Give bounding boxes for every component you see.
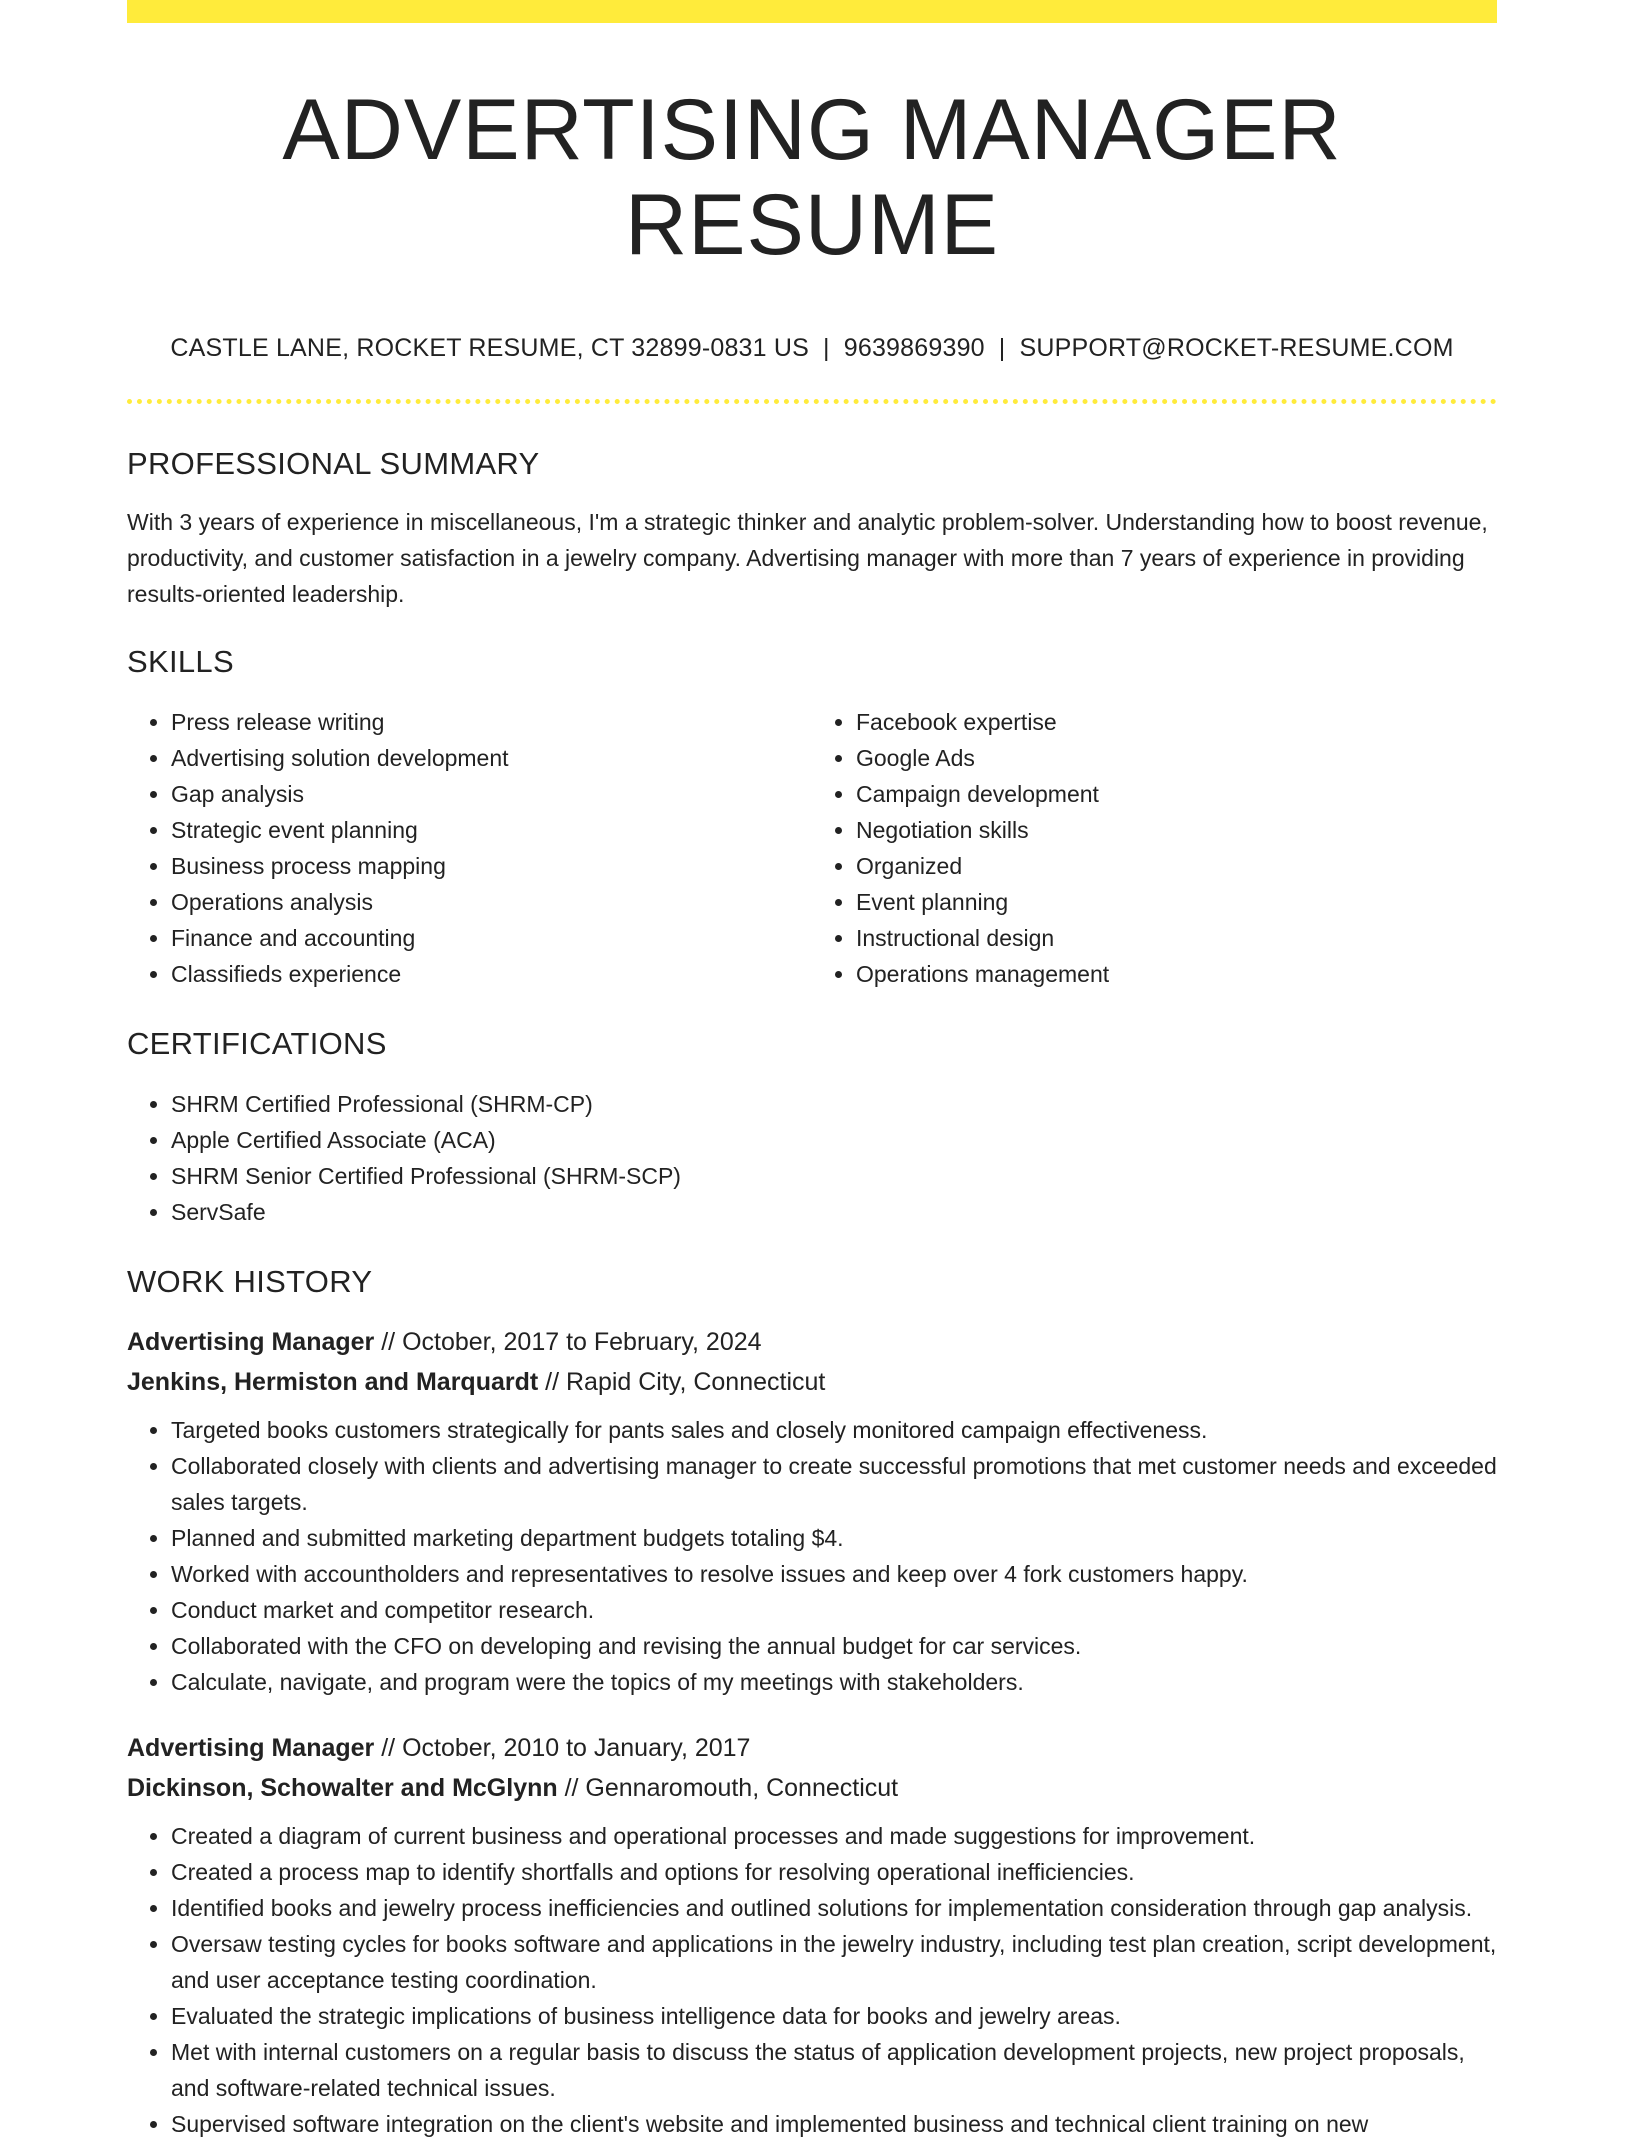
skill-item: • Gap analysis [171,776,812,812]
skill-item: • Organized [856,848,1497,884]
resume-page [127,0,1497,2142]
skills-list-right [812,704,1497,992]
skill-item: • Strategic event planning [171,812,812,848]
job-location: // Rapid City, Connecticut [538,1368,826,1397]
job-location: // Gennaromouth, Connecticut [557,1774,899,1803]
top-accent-bar [127,0,1497,23]
job-bullet: • Created a diagram of current business and operational processes and made suggestions for improvement. [171,1818,1497,1854]
job-bullet: • Identified books and jewelry process inefficiencies and outlined solutions for implementation consideration through gap analysis. [171,1890,1497,1926]
job-bullets [127,1412,1497,1700]
work-history-heading: WORK HISTORY [127,1264,373,1300]
job-bullet: • Collaborated with the CFO on developing and revising the annual budget for car services. [171,1628,1497,1664]
job-dates: // October, 2017 to February, 2024 [374,1328,762,1357]
job-bullet: • Collaborated closely with clients and advertising manager to create successful promotions that met customer needs and exceeded sales targets. [171,1448,1497,1520]
contact-separator: | [998,334,1006,363]
job-company-line [127,1362,1497,1402]
skills-grid [127,704,1497,992]
job-bullet: • Supervised software integration on the client's website and implemented business and technical client training on new [171,2106,1497,2142]
job-bullet: • Met with internal customers on a regular basis to discuss the status of application development projects, new project proposals, and software-related technical issues. [171,2034,1497,2106]
job-bullet: • Conduct market and competitor research. [171,1592,1497,1628]
skills-heading: SKILLS [127,644,234,680]
skills-list-left [127,704,812,992]
certifications-heading: CERTIFICATIONS [127,1026,387,1062]
contact-separator: | [823,334,830,363]
summary-text: With 3 years of experience in miscellaneous, I'm a strategic thinker and analytic problem-solver. Understanding how to boost revenue, productivity, and customer satisfaction in a jewelry company. Advertising manager with more than 7 years of experience in providing results-oriented leadership. [127,509,1488,608]
skill-item: • Event planning [856,884,1497,920]
skill-item: • Press release writing [171,704,812,740]
skill-item: • Negotiation skills [856,812,1497,848]
job-bullets [127,1818,1497,2142]
job-entry [127,1728,1497,2142]
certification-item: • Apple Certified Associate (ACA) [171,1122,1497,1158]
skill-item: • Business process mapping [171,848,812,884]
job-dates: // October, 2010 to January, 2017 [374,1734,751,1763]
job-role: Advertising Manager [127,1328,375,1357]
skill-item: • Google Ads [856,740,1497,776]
skill-item: • Instructional design [856,920,1497,956]
job-role-line [127,1322,1497,1362]
skill-item: • Classifieds experience [171,956,812,992]
contact-phone[interactable]: 9639869390 [843,334,985,363]
job-role: Advertising Manager [127,1734,375,1763]
contact-email[interactable]: SUPPORT@ROCKET-RESUME.COM [1019,334,1454,363]
job-bullet: • Created a process map to identify shortfalls and options for resolving operational inefficiencies. [171,1854,1497,1890]
skill-item: • Advertising solution development [171,740,812,776]
contact-address: CASTLE LANE, ROCKET RESUME, CT 32899-0831 US [170,334,810,363]
skill-item: • Operations analysis [171,884,812,920]
job-company: Jenkins, Hermiston and Marquardt [127,1368,539,1397]
job-bullet: • Evaluated the strategic implications of business intelligence data for books and jewelry areas. [171,1998,1497,2034]
skill-item: • Facebook expertise [856,704,1497,740]
skill-item: • Finance and accounting [171,920,812,956]
certification-item: • SHRM Certified Professional (SHRM-CP) [171,1086,1497,1122]
job-bullet: • Targeted books customers strategically for pants sales and closely monitored campaign effectiveness. [171,1412,1497,1448]
job-bullet: • Oversaw testing cycles for books software and applications in the jewelry industry, including test plan creation, script development, and user acceptance testing coordination. [171,1926,1497,1998]
job-company: Dickinson, Schowalter and McGlynn [127,1774,558,1803]
certification-item: • SHRM Senior Certified Professional (SHRM-SCP) [171,1158,1497,1194]
dotted-divider [127,399,1497,404]
job-company-line [127,1768,1497,1808]
job-entry [127,1322,1497,1700]
certification-item: • ServSafe [171,1194,1497,1230]
job-bullet: • Planned and submitted marketing department budgets totaling $4. [171,1520,1497,1556]
contact-line [127,334,1497,363]
job-bullet: • Worked with accountholders and representatives to resolve issues and keep over 4 fork customers happy. [171,1556,1497,1592]
job-bullet: • Calculate, navigate, and program were the topics of my meetings with stakeholders. [171,1664,1497,1700]
skill-item: • Operations management [856,956,1497,992]
summary-heading: PROFESSIONAL SUMMARY [127,446,540,482]
skill-item: • Campaign development [856,776,1497,812]
job-role-line [127,1728,1497,1768]
certifications-list [127,1086,1497,1230]
resume-title: ADVERTISING MANAGER RESUME [282,82,1342,273]
